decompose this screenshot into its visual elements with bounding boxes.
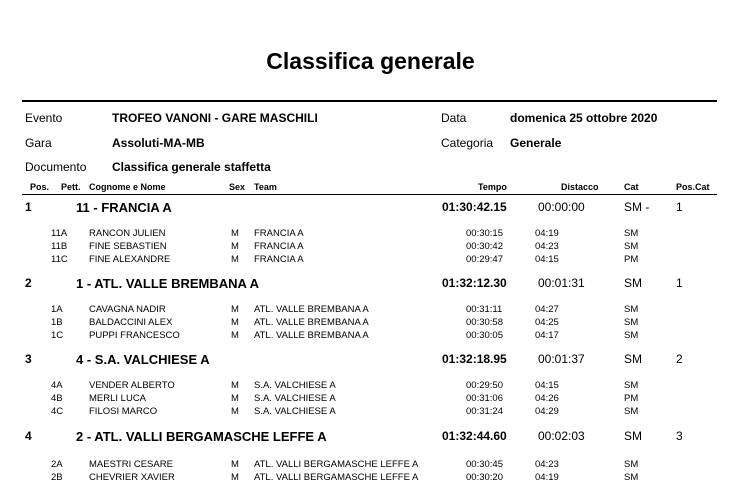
athlete-sex: M <box>231 406 239 417</box>
col-pos-cat: Pos.Cat <box>676 182 710 192</box>
athlete-bib: 4A <box>51 380 63 391</box>
col-pos: Pos. <box>30 182 50 192</box>
athlete-bib: 11A <box>51 228 68 239</box>
col-distacco: Distacco <box>561 182 599 192</box>
athlete-gap: 04:27 <box>535 304 559 315</box>
header-rule <box>22 100 717 102</box>
team-name: 11 - FRANCIA A <box>76 200 172 215</box>
athlete-gap: 04:19 <box>535 472 559 483</box>
athlete-time: 00:30:45 <box>466 459 503 470</box>
column-header-rule <box>22 194 717 195</box>
athlete-name: BALDACCINI ALEX <box>89 317 173 328</box>
athlete-gap: 04:19 <box>535 228 559 239</box>
athlete-sex: M <box>231 472 239 483</box>
athlete-team: S.A. VALCHIESE A <box>254 393 336 404</box>
athlete-bib: 4C <box>51 406 64 417</box>
athlete-team: ATL. VALLE BREMBANA A <box>254 317 369 328</box>
athlete-row <box>0 241 741 255</box>
athlete-time: 00:31:24 <box>466 406 503 417</box>
team-position: 3 <box>25 352 32 366</box>
athlete-sex: M <box>231 254 239 265</box>
athlete-time: 00:30:42 <box>466 241 503 252</box>
athlete-bib: 2B <box>51 472 63 483</box>
athlete-gap: 04:15 <box>535 380 559 391</box>
athlete-team: S.A. VALCHIESE A <box>254 380 336 391</box>
athlete-team: FRANCIA A <box>254 241 304 252</box>
col-sex: Sex <box>229 182 246 192</box>
team-position: 2 <box>25 276 32 290</box>
athlete-row <box>0 393 741 407</box>
athlete-time: 00:30:05 <box>466 330 503 341</box>
athlete-time: 00:31:06 <box>466 393 503 404</box>
athlete-row <box>0 380 741 394</box>
team-category: SM - <box>624 200 650 214</box>
athlete-row <box>0 459 741 473</box>
col-pett: Pett. <box>61 182 81 192</box>
athlete-bib: 4B <box>51 393 63 404</box>
athlete-name: FINE ALEXANDRE <box>89 254 171 265</box>
athlete-sex: M <box>231 393 239 404</box>
team-category-position: 2 <box>676 352 683 366</box>
team-row <box>0 200 741 222</box>
athlete-category: SM <box>624 459 639 470</box>
athlete-name: FILOSI MARCO <box>89 406 158 417</box>
athlete-name: CAVAGNA NADIR <box>89 304 166 315</box>
team-position: 1 <box>25 200 32 214</box>
athlete-category: SM <box>624 330 639 341</box>
athlete-category: SM <box>624 472 639 483</box>
athlete-team: ATL. VALLI BERGAMASCHE LEFFE A <box>254 459 419 470</box>
athlete-name: MAESTRI CESARE <box>89 459 173 470</box>
team-gap: 00:00:00 <box>538 200 585 214</box>
col-cognome-nome: Cognome e Nome <box>89 182 166 192</box>
team-time: 01:32:18.95 <box>442 352 507 366</box>
athlete-category: PM <box>624 393 639 404</box>
athlete-row <box>0 254 741 268</box>
athlete-time: 00:31:11 <box>466 304 503 315</box>
athlete-name: VENDER ALBERTO <box>89 380 175 391</box>
athlete-gap: 04:29 <box>535 406 559 417</box>
athlete-sex: M <box>231 228 239 239</box>
athlete-category: SM <box>624 380 639 391</box>
page-title: Classifica generale <box>266 48 475 74</box>
athlete-team: ATL. VALLE BREMBANA A <box>254 330 369 341</box>
team-time: 01:32:12.30 <box>442 276 507 290</box>
evento-label: Evento <box>25 111 63 125</box>
team-name: 2 - ATL. VALLI BERGAMASCHE LEFFE A <box>76 429 327 444</box>
team-gap: 00:01:37 <box>538 352 585 366</box>
athlete-row <box>0 472 741 486</box>
athlete-sex: M <box>231 380 239 391</box>
athlete-gap: 04:17 <box>535 330 559 341</box>
athlete-team: FRANCIA A <box>254 228 304 239</box>
col-team: Team <box>254 182 277 192</box>
athlete-gap: 04:26 <box>535 393 559 404</box>
athlete-row <box>0 304 741 318</box>
team-row <box>0 429 741 451</box>
athlete-sex: M <box>231 317 239 328</box>
categoria-value: Generale <box>510 136 562 150</box>
athlete-name: CHEVRIER XAVIER <box>89 472 175 483</box>
team-gap: 00:02:03 <box>538 429 585 443</box>
documento-value: Classifica generale staffetta <box>112 160 271 174</box>
athlete-name: MERLI LUCA <box>89 393 147 404</box>
athlete-row <box>0 406 741 420</box>
documento-label: Documento <box>25 160 87 174</box>
athlete-gap: 04:25 <box>535 317 559 328</box>
athlete-gap: 04:23 <box>535 241 559 252</box>
athlete-time: 00:30:20 <box>466 472 503 483</box>
athlete-sex: M <box>231 330 239 341</box>
athlete-gap: 04:23 <box>535 459 559 470</box>
team-row <box>0 352 741 374</box>
team-position: 4 <box>25 429 32 443</box>
athlete-team: S.A. VALCHIESE A <box>254 406 336 417</box>
team-gap: 00:01:31 <box>538 276 585 290</box>
athlete-sex: M <box>231 304 239 315</box>
team-category-position: 1 <box>676 200 683 214</box>
data-value: domenica 25 ottobre 2020 <box>510 111 658 125</box>
athlete-team: ATL. VALLI BERGAMASCHE LEFFE A <box>254 472 419 483</box>
athlete-time: 00:30:15 <box>466 228 503 239</box>
athlete-bib: 1C <box>51 330 64 341</box>
team-name: 4 - S.A. VALCHIESE A <box>76 352 210 367</box>
team-time: 01:30:42.15 <box>442 200 507 214</box>
athlete-sex: M <box>231 459 239 470</box>
team-category: SM <box>624 429 642 443</box>
athlete-row <box>0 317 741 331</box>
team-row <box>0 276 741 298</box>
athlete-team: ATL. VALLE BREMBANA A <box>254 304 369 315</box>
athlete-bib: 11B <box>51 241 68 252</box>
evento-value: TROFEO VANONI - GARE MASCHILI <box>112 111 318 125</box>
athlete-category: SM <box>624 304 639 315</box>
col-cat: Cat <box>624 182 639 192</box>
athlete-time: 00:30:58 <box>466 317 503 328</box>
team-name: 1 - ATL. VALLE BREMBANA A <box>76 276 259 291</box>
athlete-team: FRANCIA A <box>254 254 304 265</box>
athlete-bib: 1A <box>51 304 63 315</box>
athlete-row <box>0 330 741 344</box>
athlete-name: FINE SEBASTIEN <box>89 241 167 252</box>
athlete-bib: 2A <box>51 459 63 470</box>
gara-value: Assoluti-MA-MB <box>112 136 205 150</box>
athlete-category: PM <box>624 254 639 265</box>
gara-label: Gara <box>25 136 52 150</box>
col-tempo: Tempo <box>478 182 507 192</box>
team-time: 01:32:44.60 <box>442 429 507 443</box>
team-category-position: 1 <box>676 276 683 290</box>
athlete-name: PUPPI FRANCESCO <box>89 330 180 341</box>
athlete-name: RANCON JULIEN <box>89 228 166 239</box>
athlete-category: SM <box>624 317 639 328</box>
athlete-gap: 04:15 <box>535 254 559 265</box>
athlete-sex: M <box>231 241 239 252</box>
athlete-category: SM <box>624 228 639 239</box>
athlete-row <box>0 228 741 242</box>
athlete-category: SM <box>624 406 639 417</box>
data-label: Data <box>441 111 467 125</box>
athlete-time: 00:29:50 <box>466 380 503 391</box>
athlete-bib: 11C <box>51 254 68 265</box>
team-category-position: 3 <box>676 429 683 443</box>
team-category: SM <box>624 276 642 290</box>
athlete-bib: 1B <box>51 317 63 328</box>
athlete-time: 00:29:47 <box>466 254 503 265</box>
team-category: SM <box>624 352 642 366</box>
athlete-category: SM <box>624 241 639 252</box>
categoria-label: Categoria <box>441 136 494 150</box>
